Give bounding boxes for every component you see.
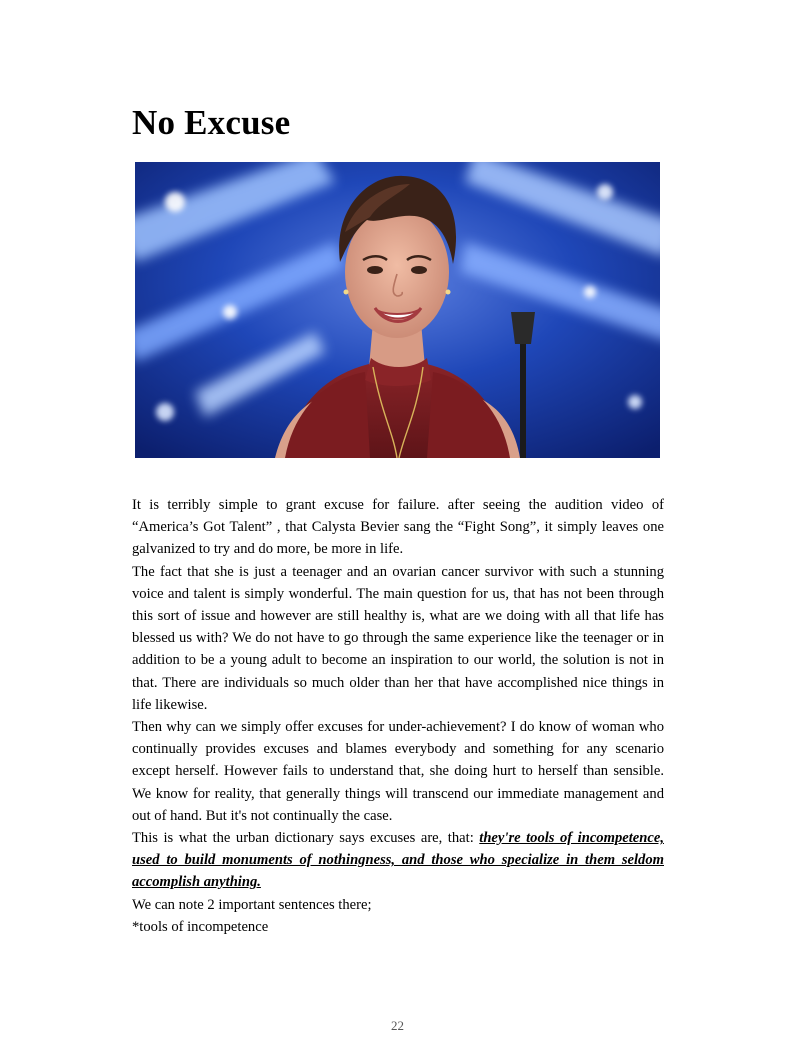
definition-intro: This is what the urban dictionary says excuses are, that: [132, 830, 480, 847]
paragraph-note: We can note 2 important sentences there; [132, 896, 372, 913]
bullet-item: *tools of incompetence [132, 918, 269, 935]
paragraph-3: Then why can we simply offer excuses for under-achievement? I do know of woman who continually provides excuses and blames everybody and something for any scenario except herself. However fails to understand that, she doing hurt to herself than sensible. We know for reality, that generally things will transcend our immediate management and out of hand. But it's not continually the case. [132, 719, 664, 824]
definition-quote: they're tools of incompetence, used to build monuments of nothingness, and those who specialize in them seldom accomplish anything. [132, 830, 664, 891]
body-text [132, 494, 664, 938]
page-title: No Excuse [132, 103, 291, 142]
paragraph-definition [132, 827, 664, 894]
photo-singer-on-stage [135, 162, 660, 458]
page-number: 22 [391, 1018, 404, 1033]
paragraph-1: It is terribly simple to grant excuse for failure. after seeing the audition video of “America’s Got Talent” , that Calysta Bevier sang the “Fight Song”, it simply leaves one galvanized to try and do more, be more in life. [132, 497, 664, 558]
paragraph-2: The fact that she is just a teenager and an ovarian cancer survivor with such a stunning voice and talent is simply wonderful. The main question for us, that has not been through this sort of issue and however are still healthy is, what are we doing with all that life has blessed us with? We do not have to go through the same experience like the teenager or in addition to be a young adult to become an inspiration to our world, the solution is not in that. There are individuals so much older than her that have accomplished nice things in life likewise. [132, 563, 664, 713]
